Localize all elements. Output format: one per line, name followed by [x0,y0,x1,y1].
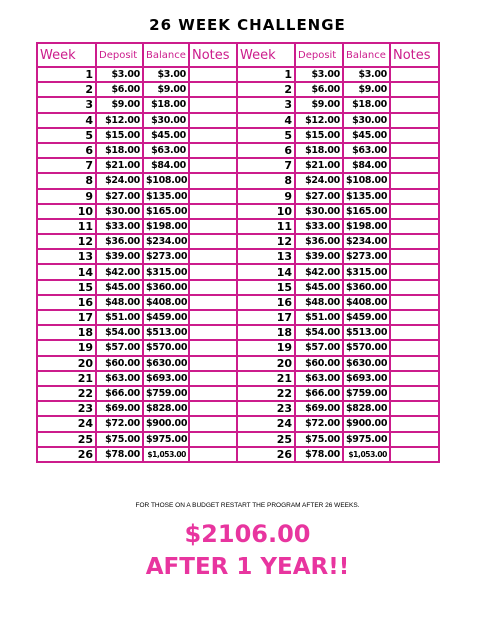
deposit-cell-right: $57.00 [295,340,343,355]
footnote: FOR THOSE ON A BUDGET RESTART THE PROGRAM AFTER 26 WEEKS. [135,502,360,509]
balance-cell-right: $273.00 [343,249,390,264]
balance-cell-left: $513.00 [143,325,189,340]
notes-cell-left[interactable] [189,416,237,431]
after-one-year: AFTER 1 YEAR!! [145,554,350,580]
notes-cell-left[interactable] [189,219,237,234]
balance-cell-left: $273.00 [143,249,189,264]
balance-cell-right: $84.00 [343,158,390,173]
header-notes-right: Notes [390,43,439,67]
notes-cell-left[interactable] [189,97,237,112]
deposit-cell-right: $24.00 [295,173,343,188]
week-cell-left: 9 [37,189,96,204]
table-row [37,340,439,355]
deposit-cell-left: $3.00 [96,67,143,82]
balance-cell-right: $234.00 [343,234,390,249]
week-cell-left: 17 [37,310,96,325]
table-row [37,280,439,295]
week-cell-left: 23 [37,401,96,416]
week-cell-right: 20 [237,356,295,371]
balance-cell-right: $135.00 [343,189,390,204]
balance-cell-left: $459.00 [143,310,189,325]
week-cell-left: 13 [37,249,96,264]
table-row [37,204,439,219]
notes-cell-right[interactable] [390,416,439,431]
header-deposit-right: Deposit [295,43,343,67]
deposit-cell-left: $45.00 [96,280,143,295]
notes-cell-right[interactable] [390,386,439,401]
notes-cell-left[interactable] [189,386,237,401]
header-week-right: Week [237,43,295,67]
week-cell-right: 11 [237,219,295,234]
week-cell-right: 21 [237,371,295,386]
deposit-cell-right: $33.00 [295,219,343,234]
notes-cell-right[interactable] [390,204,439,219]
balance-cell-right: $828.00 [343,401,390,416]
balance-cell-left: $3.00 [143,67,189,82]
week-cell-left: 19 [37,340,96,355]
week-cell-right: 14 [237,264,295,279]
table-row [37,219,439,234]
week-cell-right: 7 [237,158,295,173]
balance-cell-left: $63.00 [143,143,189,158]
balance-cell-right: $108.00 [343,173,390,188]
notes-cell-left[interactable] [189,264,237,279]
table-row [37,189,439,204]
notes-cell-right[interactable] [390,310,439,325]
week-cell-left: 16 [37,295,96,310]
balance-cell-right: $30.00 [343,113,390,128]
notes-cell-right[interactable] [390,401,439,416]
deposit-cell-left: $15.00 [96,128,143,143]
balance-cell-left: $18.00 [143,97,189,112]
table-row [37,371,439,386]
table-row [37,416,439,431]
week-cell-right: 16 [237,295,295,310]
table-row [37,97,439,112]
notes-cell-left[interactable] [189,371,237,386]
week-cell-right: 23 [237,401,295,416]
notes-cell-right[interactable] [390,356,439,371]
table-row [37,143,439,158]
table-body [37,67,439,462]
header-balance-left: Balance [143,43,189,67]
week-cell-right: 8 [237,173,295,188]
balance-cell-right: $693.00 [343,371,390,386]
table-row [37,386,439,401]
balance-cell-right: $759.00 [343,386,390,401]
balance-cell-right: $18.00 [343,97,390,112]
deposit-cell-right: $75.00 [295,432,343,447]
balance-cell-right: $1,053.00 [343,447,390,462]
notes-cell-left[interactable] [189,432,237,447]
balance-cell-left: $198.00 [143,219,189,234]
balance-cell-right: $408.00 [343,295,390,310]
balance-cell-right: $63.00 [343,143,390,158]
notes-cell-right[interactable] [390,432,439,447]
balance-cell-right: $315.00 [343,264,390,279]
header-deposit-left: Deposit [96,43,143,67]
deposit-cell-right: $18.00 [295,143,343,158]
table-row [37,325,439,340]
balance-cell-left: $9.00 [143,82,189,97]
table-row [37,173,439,188]
notes-cell-left[interactable] [189,310,237,325]
deposit-cell-right: $3.00 [295,67,343,82]
deposit-cell-right: $21.00 [295,158,343,173]
notes-cell-left[interactable] [189,325,237,340]
deposit-cell-left: $6.00 [96,82,143,97]
balance-cell-left: $630.00 [143,356,189,371]
week-cell-right: 1 [237,67,295,82]
deposit-cell-left: $63.00 [96,371,143,386]
week-cell-right: 4 [237,113,295,128]
deposit-cell-left: $57.00 [96,340,143,355]
notes-cell-right[interactable] [390,249,439,264]
balance-cell-left: $315.00 [143,264,189,279]
deposit-cell-right: $30.00 [295,204,343,219]
balance-cell-left: $408.00 [143,295,189,310]
deposit-cell-right: $60.00 [295,356,343,371]
deposit-cell-left: $60.00 [96,356,143,371]
savings-table [36,42,440,463]
week-cell-right: 25 [237,432,295,447]
notes-cell-right[interactable] [390,189,439,204]
week-cell-left: 15 [37,280,96,295]
header-week-left: Week [37,43,96,67]
week-cell-right: 5 [237,128,295,143]
deposit-cell-left: $27.00 [96,189,143,204]
notes-cell-left[interactable] [189,234,237,249]
table-row [37,295,439,310]
balance-cell-left: $759.00 [143,386,189,401]
week-cell-right: 10 [237,204,295,219]
balance-cell-left: $30.00 [143,113,189,128]
week-cell-right: 2 [237,82,295,97]
notes-cell-right[interactable] [390,158,439,173]
deposit-cell-left: $75.00 [96,432,143,447]
balance-cell-right: $198.00 [343,219,390,234]
week-cell-left: 2 [37,82,96,97]
table-row [37,264,439,279]
balance-cell-left: $165.00 [143,204,189,219]
week-cell-left: 8 [37,173,96,188]
notes-cell-left[interactable] [189,173,237,188]
table-row [37,432,439,447]
notes-cell-left[interactable] [189,401,237,416]
notes-cell-left[interactable] [189,356,237,371]
notes-cell-right[interactable] [390,113,439,128]
notes-cell-right[interactable] [390,295,439,310]
notes-cell-left[interactable] [189,295,237,310]
balance-cell-right: $3.00 [343,67,390,82]
deposit-cell-right: $39.00 [295,249,343,264]
week-cell-left: 11 [37,219,96,234]
week-cell-left: 22 [37,386,96,401]
deposit-cell-right: $15.00 [295,128,343,143]
week-cell-left: 3 [37,97,96,112]
balance-cell-right: $459.00 [343,310,390,325]
deposit-cell-right: $48.00 [295,295,343,310]
notes-cell-right[interactable] [390,264,439,279]
balance-cell-left: $693.00 [143,371,189,386]
balance-cell-left: $1,053.00 [143,447,189,462]
deposit-cell-left: $78.00 [96,447,143,462]
notes-cell-right[interactable] [390,447,439,462]
week-cell-left: 6 [37,143,96,158]
balance-cell-right: $9.00 [343,82,390,97]
balance-cell-left: $84.00 [143,158,189,173]
balance-cell-left: $828.00 [143,401,189,416]
table-row [37,401,439,416]
deposit-cell-right: $66.00 [295,386,343,401]
notes-cell-left[interactable] [189,67,237,82]
week-cell-left: 18 [37,325,96,340]
notes-cell-right[interactable] [390,97,439,112]
week-cell-left: 10 [37,204,96,219]
balance-cell-right: $513.00 [343,325,390,340]
balance-cell-left: $570.00 [143,340,189,355]
deposit-cell-left: $33.00 [96,219,143,234]
deposit-cell-left: $21.00 [96,158,143,173]
notes-cell-left[interactable] [189,280,237,295]
notes-cell-right[interactable] [390,219,439,234]
notes-cell-left[interactable] [189,82,237,97]
deposit-cell-left: $30.00 [96,204,143,219]
notes-cell-left[interactable] [189,128,237,143]
deposit-cell-left: $24.00 [96,173,143,188]
notes-cell-right[interactable] [390,280,439,295]
week-cell-left: 12 [37,234,96,249]
balance-cell-left: $45.00 [143,128,189,143]
week-cell-left: 4 [37,113,96,128]
week-cell-left: 7 [37,158,96,173]
deposit-cell-right: $9.00 [295,97,343,112]
deposit-cell-right: $42.00 [295,264,343,279]
deposit-cell-right: $54.00 [295,325,343,340]
total-amount: $2106.00 [184,520,311,548]
notes-cell-left[interactable] [189,204,237,219]
balance-cell-right: $975.00 [343,432,390,447]
table-row [37,67,439,82]
table-row [37,310,439,325]
week-cell-left: 21 [37,371,96,386]
table-row [37,113,439,128]
week-cell-right: 24 [237,416,295,431]
table-row [37,356,439,371]
week-cell-left: 20 [37,356,96,371]
balance-cell-left: $234.00 [143,234,189,249]
balance-cell-left: $135.00 [143,189,189,204]
header-notes-left: Notes [189,43,237,67]
week-cell-left: 14 [37,264,96,279]
balance-cell-right: $165.00 [343,204,390,219]
week-cell-right: 15 [237,280,295,295]
deposit-cell-left: $39.00 [96,249,143,264]
week-cell-right: 13 [237,249,295,264]
week-cell-right: 6 [237,143,295,158]
notes-cell-left[interactable] [189,249,237,264]
table-row [37,82,439,97]
table-row [37,128,439,143]
notes-cell-left[interactable] [189,189,237,204]
table-row [37,234,439,249]
deposit-cell-left: $9.00 [96,97,143,112]
week-cell-left: 5 [37,128,96,143]
deposit-cell-right: $12.00 [295,113,343,128]
deposit-cell-left: $42.00 [96,264,143,279]
page-title: 26 WEEK CHALLENGE [149,16,346,34]
notes-cell-left[interactable] [189,447,237,462]
deposit-cell-left: $18.00 [96,143,143,158]
deposit-cell-right: $78.00 [295,447,343,462]
deposit-cell-left: $51.00 [96,310,143,325]
balance-cell-right: $360.00 [343,280,390,295]
deposit-cell-right: $63.00 [295,371,343,386]
deposit-cell-right: $6.00 [295,82,343,97]
balance-cell-right: $570.00 [343,340,390,355]
balance-cell-right: $630.00 [343,356,390,371]
notes-cell-right[interactable] [390,371,439,386]
balance-cell-left: $108.00 [143,173,189,188]
week-cell-left: 24 [37,416,96,431]
week-cell-left: 26 [37,447,96,462]
week-cell-right: 3 [237,97,295,112]
deposit-cell-left: $54.00 [96,325,143,340]
deposit-cell-left: $66.00 [96,386,143,401]
week-cell-right: 19 [237,340,295,355]
notes-cell-right[interactable] [390,325,439,340]
deposit-cell-right: $51.00 [295,310,343,325]
week-cell-right: 9 [237,189,295,204]
balance-cell-right: $45.00 [343,128,390,143]
table-row [37,447,439,462]
notes-cell-right[interactable] [390,128,439,143]
deposit-cell-left: $48.00 [96,295,143,310]
week-cell-right: 12 [237,234,295,249]
deposit-cell-right: $69.00 [295,401,343,416]
deposit-cell-left: $69.00 [96,401,143,416]
notes-cell-right[interactable] [390,82,439,97]
header-balance-right: Balance [343,43,390,67]
deposit-cell-right: $36.00 [295,234,343,249]
week-cell-right: 18 [237,325,295,340]
deposit-cell-right: $45.00 [295,280,343,295]
week-cell-right: 22 [237,386,295,401]
balance-cell-left: $975.00 [143,432,189,447]
deposit-cell-left: $36.00 [96,234,143,249]
deposit-cell-right: $72.00 [295,416,343,431]
notes-cell-right[interactable] [390,173,439,188]
week-cell-right: 26 [237,447,295,462]
notes-cell-left[interactable] [189,143,237,158]
deposit-cell-left: $72.00 [96,416,143,431]
deposit-cell-right: $27.00 [295,189,343,204]
week-cell-left: 25 [37,432,96,447]
table-row [37,158,439,173]
table-header-row [37,43,439,67]
notes-cell-left[interactable] [189,158,237,173]
notes-cell-right[interactable] [390,143,439,158]
week-cell-left: 1 [37,67,96,82]
table-row [37,249,439,264]
deposit-cell-left: $12.00 [96,113,143,128]
notes-cell-right[interactable] [390,67,439,82]
notes-cell-right[interactable] [390,340,439,355]
balance-cell-left: $360.00 [143,280,189,295]
notes-cell-right[interactable] [390,234,439,249]
balance-cell-right: $900.00 [343,416,390,431]
notes-cell-left[interactable] [189,340,237,355]
balance-cell-left: $900.00 [143,416,189,431]
week-cell-right: 17 [237,310,295,325]
notes-cell-left[interactable] [189,113,237,128]
